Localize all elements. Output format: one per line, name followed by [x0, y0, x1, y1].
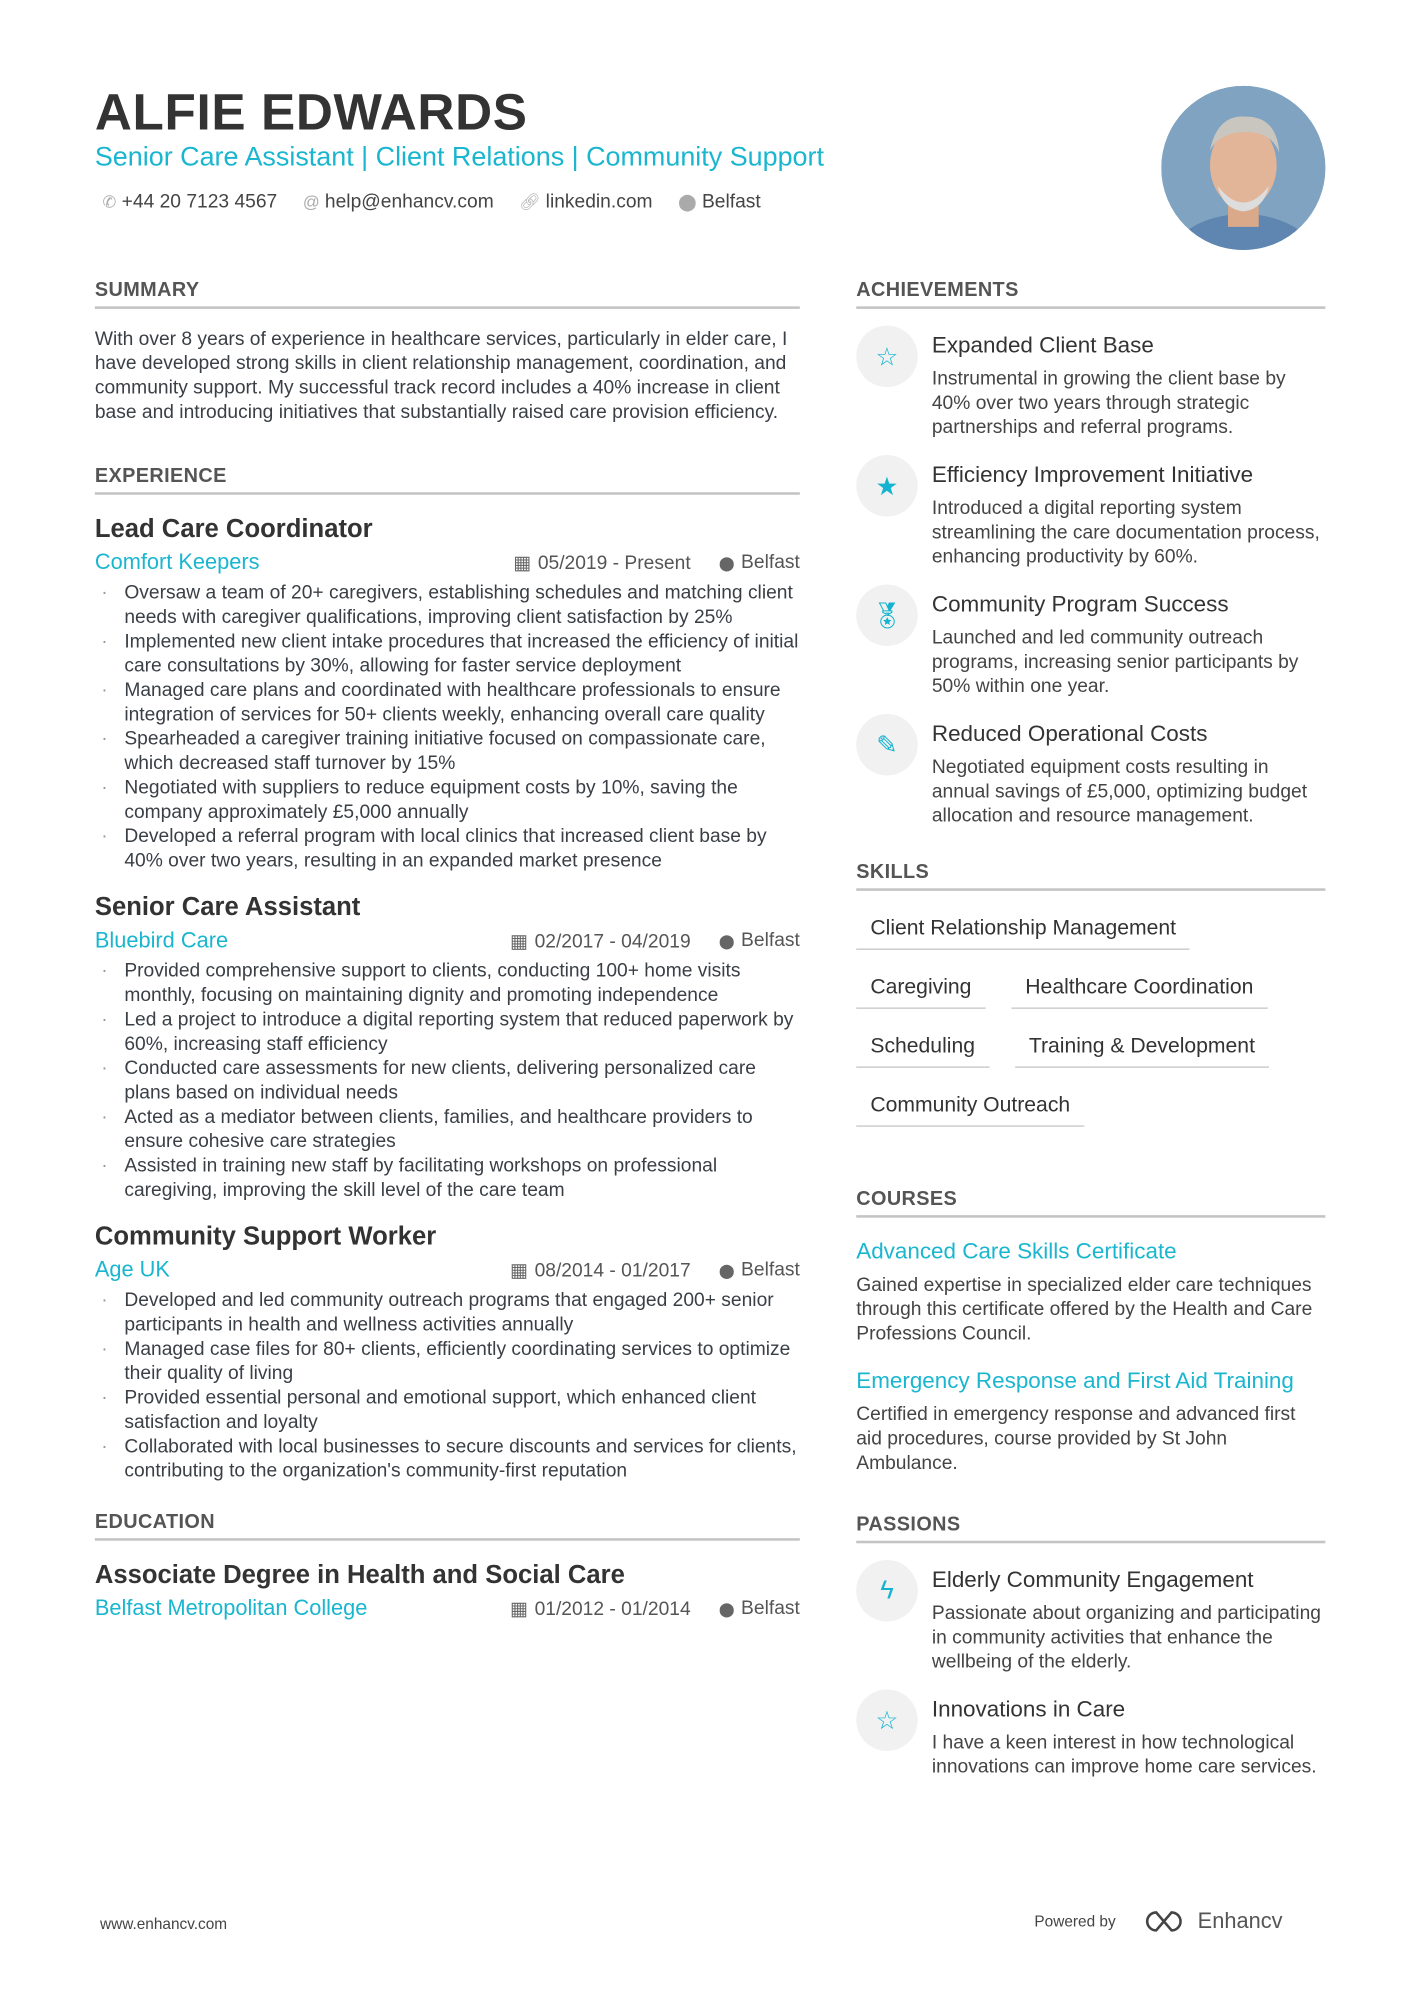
- job-location: [719, 929, 800, 952]
- job-meta: [95, 1257, 800, 1283]
- experience-entry: [95, 893, 800, 1202]
- skill-tag: Training & Development: [1015, 1027, 1269, 1068]
- calendar-icon: ▦: [509, 1598, 529, 1621]
- item-body: [932, 720, 1326, 828]
- job-title: Senior Care Assistant: [94, 893, 361, 922]
- profile-photo: [1161, 86, 1325, 250]
- course-description: Gained expertise in specialized elder care techniques through this certificate offered by the Health and Care Professions Council.: [856, 1274, 1313, 1345]
- candidate-name: ALFIE EDWARDS: [94, 84, 528, 141]
- section-heading: SKILLS: [856, 861, 1325, 890]
- award-ribbon-icon: 🏅︎: [856, 585, 918, 647]
- item-description: Launched and led community outreach programs, increasing senior participants by 50% within one year.: [931, 626, 1299, 698]
- left-column: [95, 279, 800, 1642]
- course-title: Advanced Care Skills Certificate: [856, 1238, 1177, 1264]
- brand-name: Enhancv: [1197, 1908, 1283, 1933]
- powered-by-label: Powered by: [1034, 1912, 1116, 1931]
- email-text[interactable]: help@enhancv.com: [324, 190, 494, 213]
- calendar-icon: ▦: [509, 1260, 529, 1282]
- skills-section: [856, 861, 1325, 1126]
- date-range: [510, 929, 691, 952]
- bullet-item: · Negotiated with suppliers to reduce equipment costs by 10%, saving the company approximately £5,000 annually: [95, 775, 800, 824]
- item-title: Community Program Success: [931, 590, 1229, 617]
- course-description: Certified in emergency response and advanced first aid procedures, course provided by St John Ambulance.: [856, 1403, 1296, 1475]
- skill-tag: Community Outreach: [856, 1086, 1084, 1127]
- location-pin-icon: ⬤: [718, 556, 735, 572]
- location-text: Belfast: [741, 929, 800, 952]
- location-pin-icon: ⬤: [678, 192, 697, 212]
- lightning-icon: ϟ: [856, 1560, 918, 1622]
- item-description: Instrumental in growing the client base by 40% over two years through strategic partnerships and referral programs.: [931, 367, 1286, 439]
- job-location: [719, 1597, 800, 1620]
- achievements-section: [856, 279, 1325, 828]
- section-heading: EXPERIENCE: [95, 465, 800, 494]
- bullet-item: · Developed and led community outreach programs that engaged 200+ senior participants in health and wellness activities annually: [95, 1288, 800, 1337]
- calendar-icon: ▦: [509, 930, 529, 953]
- section-heading: EDUCATION: [95, 1511, 800, 1540]
- job-meta-right: [513, 551, 800, 574]
- job-meta: [95, 928, 800, 954]
- location-pin-icon: ⬤: [718, 1602, 735, 1618]
- bullet-item: · Managed care plans and coordinated with healthcare professionals to ensure integration of services for 50+ clients weekly, enhancing overall care quality: [95, 678, 800, 727]
- bullet-item: · Implemented new client intake procedures that increased the efficiency of initial care consultations by 30%, allowing for faster service deployment: [95, 629, 800, 678]
- date-text: 05/2019 - Present: [537, 552, 691, 575]
- job-meta-right: [510, 929, 800, 952]
- job-meta: [95, 550, 800, 576]
- job-meta-right: [510, 1259, 800, 1282]
- bullet-list: [95, 1288, 800, 1483]
- job-title: Lead Care Coordinator: [94, 515, 373, 544]
- course-title: Emergency Response and First Aid Training: [856, 1367, 1294, 1394]
- date-text: 01/2012 - 01/2014: [534, 1598, 691, 1621]
- experience-section: [95, 465, 800, 1483]
- bullet-item: · Managed case files for 80+ clients, efficiently coordinating services to optimize their quality of living: [95, 1337, 800, 1386]
- bullet-item: · Provided comprehensive support to clients, conducting 100+ home visits monthly, focusing on maintaining dignity and promoting independence: [95, 959, 800, 1008]
- skill-tag: Caregiving: [856, 968, 985, 1009]
- bullet-item: · Led a project to introduce a digital reporting system that reduced paperwork by 60%, increasing staff efficiency: [95, 1007, 800, 1056]
- experience-entry: [95, 1223, 800, 1483]
- achievement-item: [856, 591, 1325, 699]
- item-title: Innovations in Care: [931, 1695, 1126, 1722]
- company-name[interactable]: Comfort Keepers: [94, 549, 260, 575]
- passions-section: [856, 1514, 1325, 1779]
- item-body: [932, 1566, 1326, 1674]
- contact-linkedin[interactable]: [519, 191, 652, 213]
- footer-branding: [1034, 1909, 1282, 1935]
- footer-website[interactable]: www.enhancv.com: [99, 1915, 228, 1933]
- bullet-item: · Conducted care assessments for new clients, delivering personalized care plans based on individual needs: [95, 1056, 800, 1105]
- contact-bar: [103, 191, 761, 213]
- course-item: [856, 1368, 1325, 1476]
- achievement-item: [856, 461, 1325, 569]
- job-meta-right: [510, 1597, 800, 1620]
- achievement-item: [856, 332, 1325, 440]
- link-icon: 🔗︎: [519, 192, 541, 212]
- summary-section: [95, 279, 800, 424]
- contact-phone: [103, 191, 278, 213]
- achievement-item: [856, 720, 1325, 828]
- courses-section: [856, 1188, 1325, 1475]
- calendar-icon: ▦: [513, 552, 532, 575]
- magic-wand-icon: ✎: [856, 714, 918, 776]
- passion-item: [856, 1696, 1325, 1779]
- bullet-item: · Acted as a mediator between clients, families, and healthcare providers to ensure cohesive care strategies: [95, 1105, 800, 1154]
- date-text: 02/2017 - 04/2019: [534, 930, 691, 953]
- star-filled-icon: ★: [856, 455, 918, 517]
- item-title: Reduced Operational Costs: [931, 720, 1208, 747]
- section-heading: COURSES: [856, 1188, 1325, 1217]
- summary-text: With over 8 years of experience in healthcare services, particularly in elder care, I have developed strong skills in client relationship management, coordination, and community support. My successful track record includes a 40% increase in client base and introducing initiatives that substantially raised care provision efficiency.: [94, 328, 788, 423]
- location-text: Belfast: [741, 1597, 800, 1619]
- contact-location: [678, 191, 761, 213]
- passion-item: [856, 1566, 1325, 1674]
- right-column: [856, 279, 1325, 1800]
- education-section: [95, 1511, 800, 1621]
- item-body: [932, 591, 1326, 699]
- bullet-item: · Spearheaded a caregiver training initiative focused on compassionate care, which decreased staff turnover by 15%: [95, 727, 800, 776]
- section-heading: ACHIEVEMENTS: [856, 279, 1325, 308]
- job-title: Community Support Worker: [94, 1222, 437, 1252]
- location-text: Belfast: [741, 551, 800, 573]
- bullet-list: [95, 581, 800, 873]
- location-pin-icon: ⬤: [718, 934, 735, 950]
- job-location: [719, 1259, 800, 1282]
- bullet-item: · Collaborated with local businesses to secure discounts and services for clients, contributing to the organization's community-first reputation: [95, 1434, 800, 1483]
- education-meta: [95, 1596, 800, 1622]
- bullet-item: · Developed a referral program with local clinics that increased client base by 40% over two years, resulting in an expanded market presence: [95, 824, 800, 873]
- enhancv-logo[interactable]: [1141, 1909, 1282, 1935]
- item-title: Elderly Community Engagement: [931, 1566, 1254, 1592]
- date-range: [510, 1259, 691, 1282]
- contact-email[interactable]: [303, 191, 494, 213]
- star-outline-icon: ☆: [856, 1689, 918, 1751]
- item-description: Negotiated equipment costs resulting in annual savings of £5,000, optimizing budget allocation and resource management.: [931, 756, 1308, 827]
- degree-title: Associate Degree in Health and Social Care: [94, 1561, 625, 1590]
- section-heading: SUMMARY: [95, 279, 800, 308]
- phone-icon: ✆: [102, 192, 117, 212]
- linkedin-text[interactable]: linkedin.com: [545, 190, 653, 213]
- location-pin-icon: ⬤: [718, 1263, 735, 1280]
- course-item: [856, 1238, 1325, 1346]
- item-body: [932, 332, 1326, 440]
- item-description: Passionate about organizing and participating in community activities that enhance the wellbeing of the elderly.: [931, 1602, 1321, 1673]
- job-location: [719, 551, 800, 574]
- bullet-item: · Oversaw a team of 20+ caregivers, establishing schedules and matching client needs with caregiver qualifications, improving client satisfaction by 25%: [95, 581, 800, 630]
- candidate-title: Senior Care Assistant | Client Relations | Community Support: [94, 142, 824, 172]
- bullet-item: · Provided essential personal and emotional support, which enhanced client satisfaction and loyalty: [95, 1386, 800, 1435]
- section-heading: PASSIONS: [856, 1514, 1325, 1543]
- star-outline-icon: ☆: [856, 326, 918, 388]
- date-text: 08/2014 - 01/2017: [534, 1260, 691, 1282]
- item-description: Introduced a digital reporting system streamlining the care documentation process, enhancing productivity by 60%.: [931, 497, 1320, 568]
- date-range: [510, 1597, 691, 1620]
- item-description: I have a keen interest in how technological innovations can improve home care services.: [931, 1731, 1317, 1778]
- location-text: Belfast: [701, 190, 761, 213]
- experience-entry: [95, 515, 800, 873]
- enhancv-logo-icon: [1141, 1910, 1187, 1933]
- company-name[interactable]: Age UK: [94, 1257, 170, 1282]
- bullet-item: · Assisted in training new staff by facilitating workshops on professional caregiving, improving the skill level of the care team: [95, 1154, 800, 1203]
- skill-tag: Scheduling: [856, 1027, 989, 1068]
- skill-tag: Client Relationship Management: [856, 909, 1190, 950]
- education-entry: [95, 1561, 800, 1621]
- company-name[interactable]: Bluebird Care: [94, 928, 229, 953]
- phone-text: +44 20 7123 4567: [121, 190, 278, 213]
- at-icon: @: [302, 192, 320, 212]
- item-title: Efficiency Improvement Initiative: [931, 461, 1254, 488]
- location-text: Belfast: [741, 1258, 800, 1281]
- item-body: [932, 461, 1326, 569]
- date-range: [513, 551, 690, 574]
- school-name[interactable]: Belfast Metropolitan College: [94, 1595, 368, 1621]
- bullet-list: [95, 959, 800, 1203]
- item-body: [932, 1696, 1326, 1779]
- skill-tag: Healthcare Coordination: [1011, 968, 1267, 1009]
- item-title: Expanded Client Base: [931, 331, 1154, 358]
